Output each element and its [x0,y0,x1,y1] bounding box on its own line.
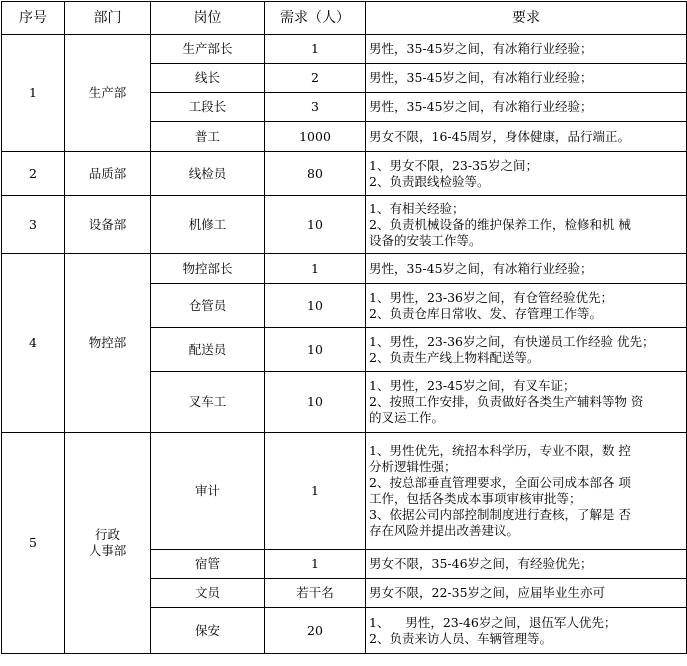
requirement-line: 1、男女不限，23-35岁之间； [369,157,538,173]
table-row [2,196,687,254]
dept-cell: 品质部 [65,152,151,196]
requirement-line: 男性，35-45岁之间，有冰箱行业经验； [369,41,593,56]
header-requirements: 要求 [366,2,687,35]
requirement-line: 2、负责来访人员、车辆管理等。 [369,630,552,646]
requirement-line: 1、 男性，23-46岁之间，退伍军人优先； [369,614,617,630]
requirement-line: 2、负责生产线上物料配送等。 [369,349,540,365]
demand-cell: 10 [265,284,366,328]
requirement-line: 3、依据公司内部控制制度进行查核，了解是 否 [369,507,631,522]
demand-cell: 2 [265,64,366,93]
requirement-line: 2、按照工作安排，负责做好各类生产辅料等物 资 [369,394,644,409]
position-cell: 物控部长 [151,254,265,284]
demand-cell: 1 [265,550,366,579]
seq-cell: 2 [2,152,65,196]
table-header-row [2,2,687,35]
requirement-line: 2、负责跟线检验等。 [369,173,490,189]
table-row [2,152,687,196]
requirement-line: 男女不限，16-45周岁，身体健康，品行端正。 [369,128,631,144]
header-position: 岗位 [151,2,265,35]
seq-cell: 5 [2,433,65,654]
header-demand: 需求（人） [265,2,366,35]
requirement-cell [366,196,687,254]
seq-cell: 4 [2,254,65,433]
requirement-line: 男性，35-45岁之间，有冰箱行业经验； [369,260,593,276]
requirement-line: 1、有相关经验； [369,200,465,216]
table-row [2,254,687,284]
requirement-line: 男性，35-45岁之间，有冰箱行业经验； [369,99,593,114]
position-cell: 审计 [151,433,265,550]
position-cell: 配送员 [151,328,265,372]
position-cell: 机修工 [151,196,265,254]
requirement-line: 存在风险并提出改善建议。 [369,523,520,538]
requirement-line: 分析逻辑性强； [369,459,457,474]
position-cell: 文员 [151,579,265,608]
requirement-cell [366,579,687,608]
requirement-cell [366,284,687,328]
requirement-line: 2、负责机械设备的维护保养工作，检修和机 械 [369,216,631,232]
requirement-line: 工作，包括各类成本事项审核审批等； [369,491,582,506]
requirement-cell [366,64,687,93]
position-cell: 保安 [151,608,265,654]
dept-cell: 生产部 [65,35,151,152]
demand-cell: 若干名 [265,579,366,608]
requirement-line: 男性，35-45岁之间，有冰箱行业经验； [369,70,593,85]
requirement-cell [366,152,687,196]
requirement-cell [366,372,687,433]
demand-cell: 1 [265,254,366,284]
requirement-line: 的叉运工作。 [369,410,445,425]
demand-cell: 10 [265,328,366,372]
requirement-cell [366,35,687,64]
demand-cell: 10 [265,372,366,433]
requirement-line: 2、按总部垂直管理要求，全面公司成本部各 项 [369,475,631,490]
requirement-cell [366,550,687,579]
position-cell: 线检员 [151,152,265,196]
demand-cell: 20 [265,608,366,654]
requirement-line: 1、男性，23-45岁之间，有叉车证； [369,378,576,393]
demand-cell: 3 [265,93,366,122]
position-cell: 仓管员 [151,284,265,328]
demand-cell: 1 [265,35,366,64]
requirement-line: 1、男性优先，统招本科学历，专业不限，数 控 [369,443,631,458]
requirement-cell [366,608,687,654]
requirement-cell [366,328,687,372]
requirement-cell [366,93,687,122]
dept-cell: 物控部 [65,254,151,433]
position-cell: 线长 [151,64,265,93]
requirement-line: 1、男性，23-36岁之间，有仓管经验优先； [369,289,613,305]
demand-cell: 1000 [265,122,366,152]
demand-cell: 10 [265,196,366,254]
position-cell: 普工 [151,122,265,152]
requirement-line: 男女不限，22-35岁之间，应届毕业生亦可 [369,585,606,600]
seq-cell: 1 [2,35,65,152]
requirement-line: 男女不限，35-46岁之间，有经验优先； [369,556,593,571]
seq-cell: 3 [2,196,65,254]
requirement-cell [366,433,687,550]
dept-cell: 设备部 [65,196,151,254]
position-cell: 叉车工 [151,372,265,433]
recruitment-table [1,1,687,654]
position-cell: 工段长 [151,93,265,122]
requirement-cell [366,254,687,284]
position-cell: 宿管 [151,550,265,579]
requirement-line: 1、男性，23-36岁之间，有快递员工作经验 优先； [369,333,655,349]
dept-cell: 行政 人事部 [65,433,151,654]
requirement-line: 2、负责仓库日常收、发、存管理工作等。 [369,305,602,321]
position-cell: 生产部长 [151,35,265,64]
demand-cell: 80 [265,152,366,196]
header-dept: 部门 [65,2,151,35]
table-row [2,433,687,550]
requirement-cell [366,122,687,152]
header-seq: 序号 [2,2,65,35]
requirement-line: 设备的安装工作等。 [369,232,482,248]
demand-cell: 1 [265,433,366,550]
table-row [2,35,687,64]
